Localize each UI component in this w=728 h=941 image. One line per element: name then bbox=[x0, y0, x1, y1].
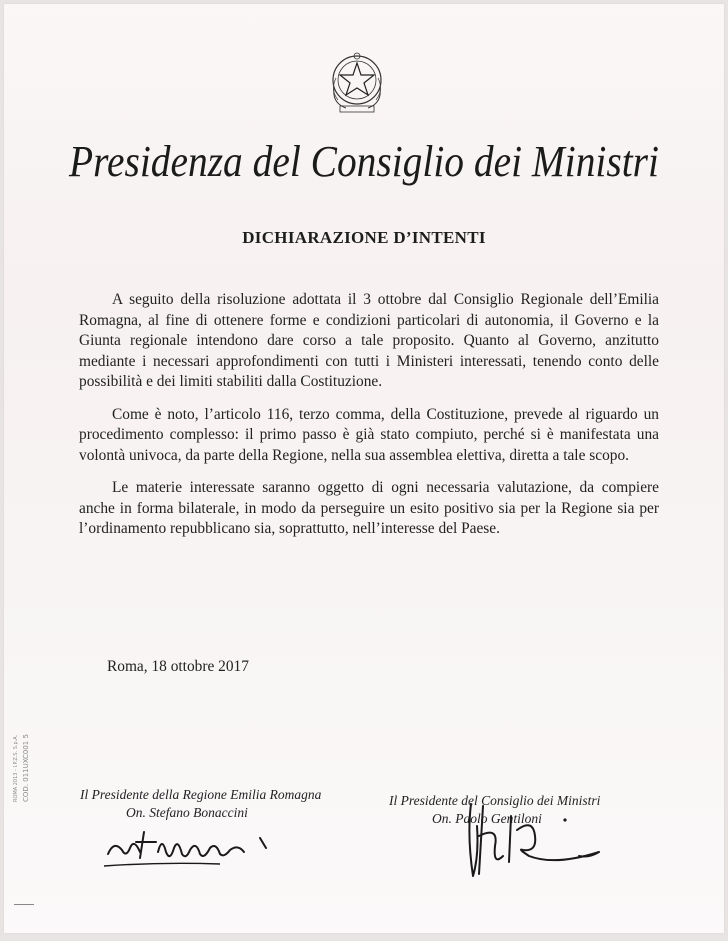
margin-print-code bbox=[8, 684, 32, 804]
signatory-name-left: On. Stefano Bonaccini bbox=[126, 805, 248, 820]
institution-name: Presidenza del Consiglio dei Ministri bbox=[68, 137, 660, 186]
signatory-title-right: Il Presidente del Consiglio dei Ministri bbox=[389, 793, 601, 808]
signatory-name-right: On. Paolo Gentiloni bbox=[432, 811, 542, 826]
document-page bbox=[4, 4, 724, 933]
place-date: Roma, 18 ottobre 2017 bbox=[107, 658, 249, 675]
margin-code: COD. 011UXC001 5 bbox=[22, 734, 30, 802]
signature-block-left bbox=[80, 787, 321, 821]
italian-republic-emblem-icon bbox=[324, 48, 390, 116]
margin-printer: ROMA 2013 - I.P.Z.S. S.p.A. bbox=[13, 734, 19, 802]
signature-left-handwritten bbox=[100, 822, 300, 872]
signatory-title-left: Il Presidente della Regione Emilia Romagna bbox=[80, 787, 322, 802]
paragraph-2: Come è noto, l’articolo 116, terzo comma, della Costituzione, prevede al riguardo un procedimento complesso: il primo passo è già stato compiuto, perché si è manifestata una volontà univoca, da parte della Regione, nella sua assemblea elettiva, diretta a tale scopo. bbox=[79, 405, 659, 464]
signature-right-handwritten bbox=[459, 796, 609, 882]
paragraph-3: Le materie interessate saranno oggetto di ogni necessaria valutazione, da compiere anche in forma bilaterale, in modo da perseguire un esito positivo sia per la Regione sia per l’ordinamento repubblicano sia, soprattutto, nell’interesse del Paese. bbox=[79, 479, 659, 537]
document-body bbox=[79, 290, 659, 552]
document-title: DICHIARAZIONE D’INTENTI bbox=[242, 228, 486, 247]
letterhead-title bbox=[59, 128, 669, 198]
paragraph-1: A seguito della risoluzione adottata il 3 ottobre dal Consiglio Regionale dell’Emilia Romagna, al fine di ottenere forme e condizioni particolari di autonomia, il Governo e la Giunta regionale intendono dare corso a tale proposito. Quanto al Governo, anzitutto mediante i necessari approfondimenti con tutti i Ministeri interessati, tenendo conto delle possibilità e dei limiti stabiliti dalla Costituzione. bbox=[79, 291, 659, 390]
bottom-fold-mark bbox=[14, 904, 34, 905]
